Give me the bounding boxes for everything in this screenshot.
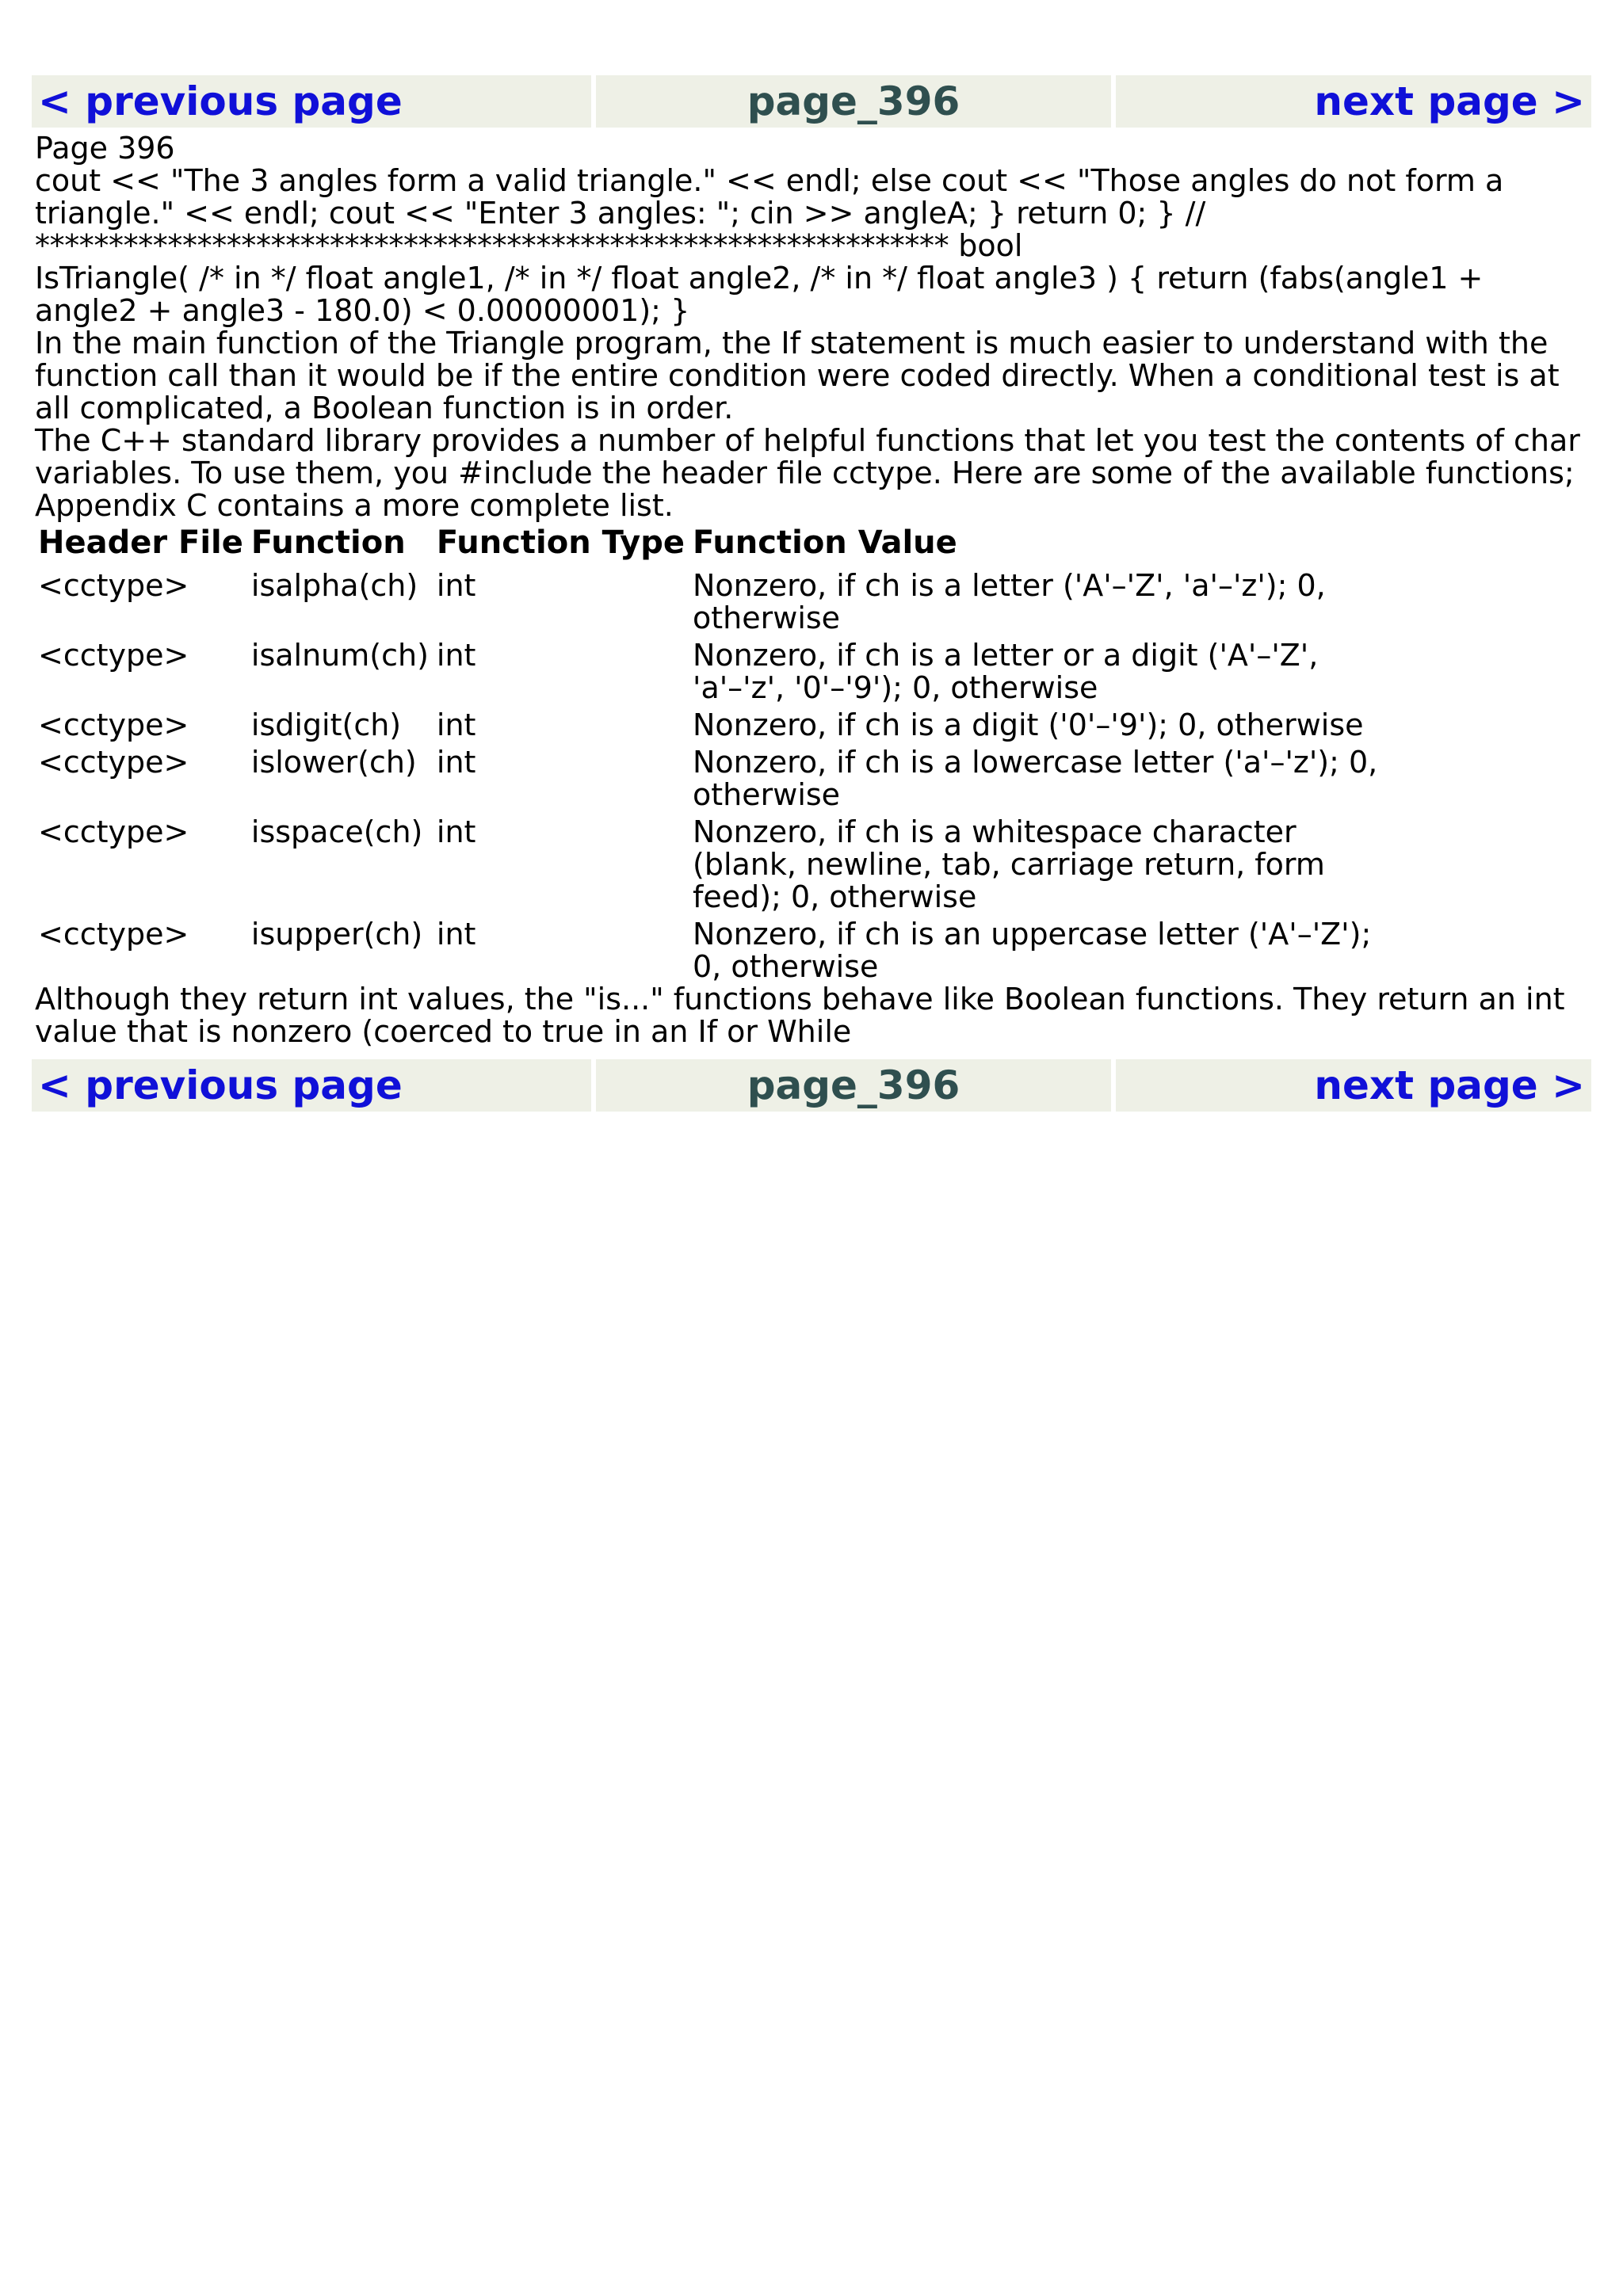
table-cell: int [436,917,476,952]
table-header-row [35,522,1395,565]
table-cell: isspace(ch) [250,814,423,849]
column-header: Function [250,524,406,561]
table-row [35,704,1395,742]
table-cell: <cctype> [38,745,189,780]
table-cell: isalnum(ch) [250,638,429,673]
table-row [35,913,1395,983]
table-cell: Nonzero, if ch is a lowercase letter ('a'–'z'); 0, otherwise [693,745,1378,812]
top-navigation-bar [32,75,1591,128]
table-cell: <cctype> [38,814,189,849]
table-cell: int [436,638,476,673]
table-cell: <cctype> [38,568,189,603]
table-cell: isalpha(ch) [250,568,418,603]
table-row [35,811,1395,913]
code-line-separator [35,230,1588,262]
table-cell: int [436,745,476,780]
table-row [35,742,1395,811]
column-header: Function Type [436,524,685,561]
table-cell: <cctype> [38,707,189,742]
table-cell: <cctype> [38,917,189,952]
table-cell: int [436,707,476,742]
next-page-link[interactable]: next page > [1116,75,1591,128]
body-paragraph: Although they return int values, the "is..." functions behave like Boolean functions. They return an int value that is nonzero (coerced to true in an If or While [35,982,1565,1049]
table-cell: isupper(ch) [250,917,423,952]
table-cell: int [436,814,476,849]
page-indicator: page_396 [596,75,1111,128]
table-row [35,565,1395,635]
previous-page-link[interactable]: < previous page [32,75,591,128]
page-indicator: page_396 [596,1059,1111,1112]
table-cell: Nonzero, if ch is a letter or a digit ('A'–'Z', 'a'–'z', '0'–'9'); 0, otherwise [693,638,1319,705]
cctype-functions-table [35,522,1395,983]
table-cell: islower(ch) [250,745,417,780]
table-cell: isdigit(ch) [250,707,402,742]
document-page [32,0,1591,1112]
table-cell: int [436,568,476,603]
bottom-navigation-bar [32,1059,1591,1112]
code-line: triangle." << endl; cout << "Enter 3 angles: "; cin >> angleA; } return 0; } // [35,196,1206,231]
column-header: Header File [38,524,243,561]
table-cell: Nonzero, if ch is a letter ('A'–'Z', 'a'–'z'); 0, otherwise [693,568,1326,635]
page-content [32,132,1591,1048]
body-paragraph: The C++ standard library provides a number of helpful functions that let you test the contents of char variables. To use them, you #include the header file cctype. Here are some of the available functions; Appendix C contains a more complete list. [35,423,1580,523]
code-line: angle2 + angle3 - 180.0) < 0.00000001); } [35,293,690,328]
code-keyword: bool [958,228,1023,263]
code-line: IsTriangle( /* in */ float angle1, /* in */ float angle2, /* in */ float angle3 ) { return (fabs(angle1 + [35,261,1484,296]
previous-page-link[interactable]: < previous page [32,1059,591,1112]
body-paragraph: In the main function of the Triangle program, the If statement is much easier to understand with the function call than it would be if the entire condition were coded directly. When a conditional test is at all complicated, a Boolean function is in order. [35,326,1560,425]
table-cell: Nonzero, if ch is a whitespace character (blank, newline, tab, carriage return, form feed); 0, otherwise [693,814,1325,914]
next-page-link[interactable]: next page > [1116,1059,1591,1112]
comment-stars: ************************************************************** [35,228,949,263]
table-row [35,635,1395,704]
table-cell: Nonzero, if ch is a digit ('0'–'9'); 0, otherwise [693,707,1364,742]
page-number-text: Page 396 [35,131,175,166]
column-header: Function Value [693,524,957,561]
table-cell: Nonzero, if ch is an uppercase letter ('A'–'Z'); 0, otherwise [693,917,1372,984]
table-cell: <cctype> [38,638,189,673]
code-line: cout << "The 3 angles form a valid triangle." << endl; else cout << "Those angles do not form a [35,163,1504,198]
